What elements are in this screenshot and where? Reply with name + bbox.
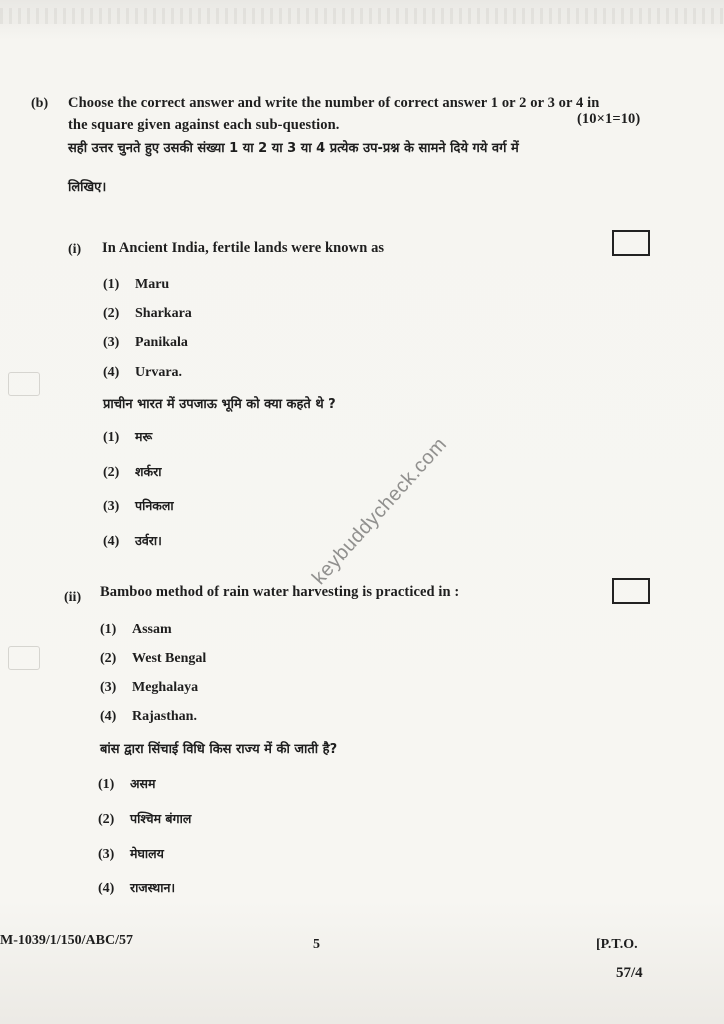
set-number: 57/4 xyxy=(616,965,643,981)
option-hi: (1) मरू xyxy=(103,429,153,445)
instruction-hi-line1: सही उत्तर चुनते हुए उसकी संख्या 1 या 2 या 3 या 4 प्रत्येक उप-प्रश्न के सामने दिये गये वर्ग में xyxy=(68,141,519,156)
question-text-en: Bamboo method of rain water harvesting is practiced in : xyxy=(100,584,460,600)
marks-label: (10×1=10) xyxy=(577,111,641,127)
bleed-through-box xyxy=(8,646,40,670)
option-hi: (2) शर्करा xyxy=(103,464,162,480)
instruction-en-line2: the square given against each sub-question. xyxy=(68,117,340,133)
pto-label: [P.T.O. xyxy=(596,937,638,952)
bleed-through-box xyxy=(8,372,40,396)
option-en: (1) Maru xyxy=(103,277,170,292)
option-hi: (4) उर्वरा। xyxy=(103,533,162,549)
section-marker: (b) xyxy=(31,96,49,111)
instruction-hi-line2: लिखिए। xyxy=(68,180,107,195)
answer-box-q2[interactable] xyxy=(612,578,650,604)
question-text-en: In Ancient India, fertile lands were known as xyxy=(102,240,385,256)
instruction-en-line1: Choose the correct answer and write the number of correct answer 1 or 2 or 3 or 4 in xyxy=(68,95,600,111)
scan-top-band xyxy=(0,8,724,24)
option-en: (2) Sharkara xyxy=(103,306,192,321)
paper-code: M-1039/1/150/ABC/57 xyxy=(0,933,133,948)
answer-box-q1[interactable] xyxy=(612,230,650,256)
option-hi: (1) असम xyxy=(98,776,156,792)
question-label: (i) xyxy=(68,242,82,257)
option-en: (2) West Bengal xyxy=(100,651,207,666)
option-en: (4) Rajasthan. xyxy=(100,709,197,724)
question-text-hi: बांस द्वारा सिंचाई विधि किस राज्य में की जाती है? xyxy=(100,742,338,757)
page-number: 5 xyxy=(313,937,320,952)
question-text-hi: प्राचीन भारत में उपजाऊ भूमि को क्या कहते थे ? xyxy=(103,397,336,412)
option-hi: (2) पश्चिम बंगाल xyxy=(98,811,192,827)
option-en: (1) Assam xyxy=(100,622,172,637)
option-hi: (3) पनिकला xyxy=(103,498,174,514)
option-en: (3) Meghalaya xyxy=(100,680,199,695)
watermark: keybuddycheck.com xyxy=(307,433,452,590)
option-en: (3) Panikala xyxy=(103,335,188,350)
option-en: (4) Urvara. xyxy=(103,365,183,380)
option-hi: (4) राजस्थान। xyxy=(98,880,176,896)
option-hi: (3) मेघालय xyxy=(98,846,164,862)
question-label: (ii) xyxy=(64,590,82,605)
